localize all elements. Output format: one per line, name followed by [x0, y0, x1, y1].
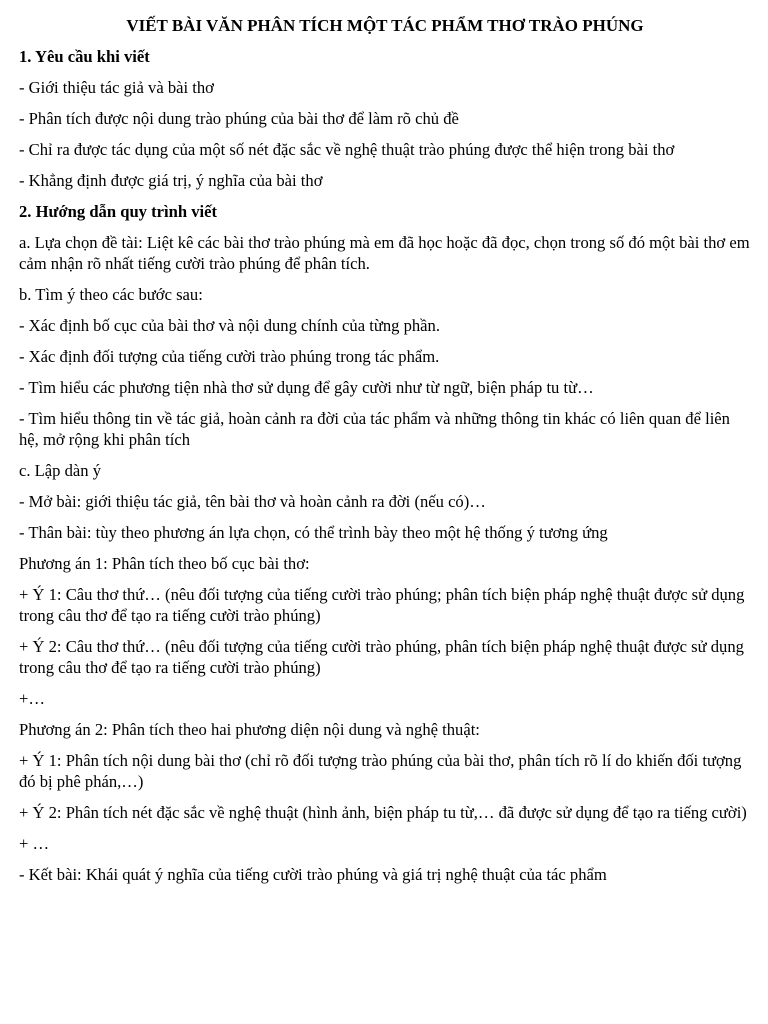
option-2-heading: Phương án 2: Phân tích theo hai phương diện nội dung và nghệ thuật:	[19, 720, 480, 739]
requirement-item: - Chỉ ra được tác dụng của một số nét đặc sắc về nghệ thuật trào phúng được thể hiện trong bài thơ	[19, 140, 675, 159]
requirement-item: - Khẳng định được giá trị, ý nghĩa của bài thơ	[19, 171, 323, 190]
outline-conclusion: - Kết bài: Khái quát ý nghĩa của tiếng cười trào phúng và giá trị nghệ thuật của tác phẩm	[19, 865, 607, 884]
topic-selection-paragraph: a. Lựa chọn đề tài: Liệt kê các bài thơ trào phúng mà em đã học hoặc đã đọc, chọn trong số đó một bài thơ em cảm nhận rõ nhất tiếng cười trào phúng để phân tích.	[19, 233, 750, 273]
option-2-point: + …	[19, 834, 50, 853]
option-1-point: +…	[19, 689, 45, 708]
requirement-item: - Giới thiệu tác giả và bài thơ	[19, 78, 214, 97]
option-2-point: + Ý 1: Phân tích nội dung bài thơ (chỉ rõ đối tượng trào phúng của bài thơ, phân tích rõ lí do khiến đối tượng đó bị phê phán,…)	[19, 751, 742, 791]
section-2-heading: 2. Hướng dẫn quy trình viết	[19, 202, 218, 221]
option-2-point: + Ý 2: Phân tích nét đặc sắc về nghệ thuật (hình ảnh, biện pháp tu từ,… đã được sử dụng để tạo ra tiếng cười)	[19, 803, 747, 822]
find-ideas-step: - Xác định bố cục của bài thơ và nội dung chính của từng phần.	[19, 316, 440, 335]
outline-body: - Thân bài: tùy theo phương án lựa chọn, có thể trình bày theo một hệ thống ý tương ứng	[19, 523, 608, 542]
option-1-heading: Phương án 1: Phân tích theo bố cục bài thơ:	[19, 554, 310, 573]
option-1-point: + Ý 1: Câu thơ thứ… (nêu đối tượng của tiếng cười trào phúng; phân tích biện pháp nghệ thuật được sử dụng trong câu thơ để tạo ra tiếng cười trào phúng)	[19, 585, 745, 625]
document-title: VIẾT BÀI VĂN PHÂN TÍCH MỘT TÁC PHẨM THƠ TRÀO PHÚNG	[126, 16, 644, 35]
document-page	[19, 14, 751, 895]
outline-intro: - Mở bài: giới thiệu tác giả, tên bài thơ và hoàn cảnh ra đời (nếu có)…	[19, 492, 486, 511]
find-ideas-heading: b. Tìm ý theo các bước sau:	[19, 285, 203, 304]
requirement-item: - Phân tích được nội dung trào phúng của bài thơ để làm rõ chủ đề	[19, 109, 459, 128]
find-ideas-step: - Tìm hiểu thông tin về tác giả, hoàn cảnh ra đời của tác phẩm và những thông tin khác có liên quan để liên hệ, mở rộng khi phân tích	[19, 409, 730, 449]
find-ideas-step: - Xác định đối tượng của tiếng cười trào phúng trong tác phẩm.	[19, 347, 440, 366]
outline-heading: c. Lập dàn ý	[19, 461, 102, 480]
option-1-point: + Ý 2: Câu thơ thứ… (nêu đối tượng của tiếng cười trào phúng, phân tích biện pháp nghệ thuật được sử dụng trong câu thơ để tạo ra tiếng cười trào phúng)	[19, 637, 744, 677]
section-1-heading: 1. Yêu cầu khi viết	[19, 47, 150, 66]
find-ideas-step: - Tìm hiểu các phương tiện nhà thơ sử dụng để gây cười như từ ngữ, biện pháp tu từ…	[19, 378, 594, 397]
